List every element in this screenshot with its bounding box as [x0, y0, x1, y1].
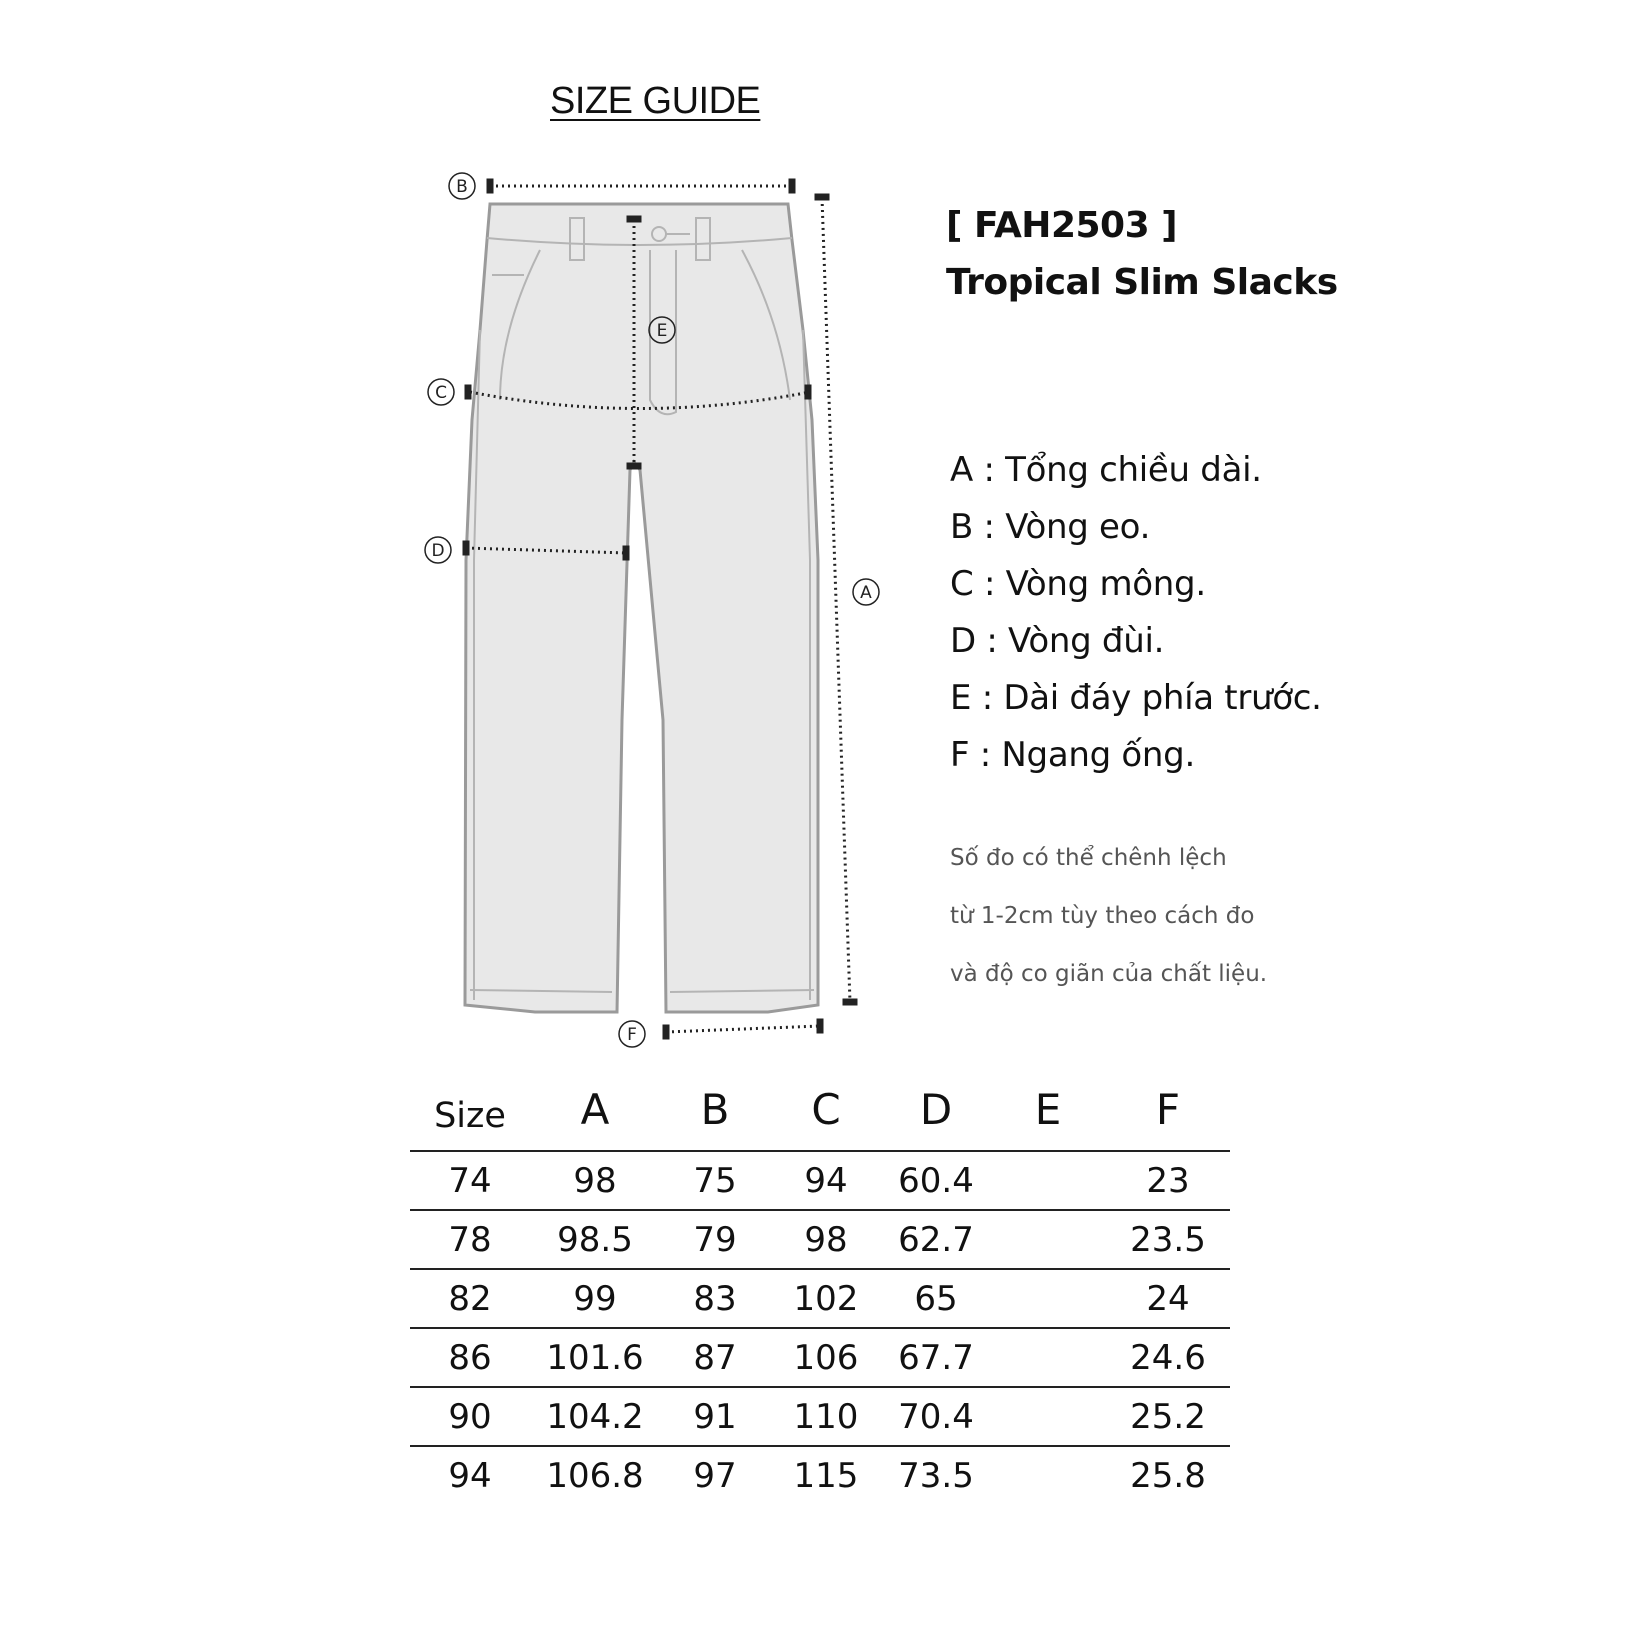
- marker-f-label: F: [627, 1025, 637, 1045]
- marker-e-label: E: [656, 321, 668, 341]
- measure-b: [488, 180, 794, 192]
- table-row: [410, 1387, 1230, 1446]
- cell-size: 90: [410, 1387, 530, 1446]
- cell-c: 106: [770, 1328, 882, 1387]
- table-header-row: [410, 1068, 1230, 1151]
- cell-size: 94: [410, 1446, 530, 1504]
- cell-d: 60.4: [882, 1151, 990, 1210]
- cell-e: [990, 1210, 1106, 1269]
- cell-a: 99: [530, 1269, 660, 1328]
- cell-d: 67.7: [882, 1328, 990, 1387]
- product-name: Tropical Slim Slacks: [946, 262, 1338, 303]
- note-line: từ 1-2cm tùy theo cách đo: [950, 903, 1255, 929]
- column-header-b: B: [700, 1084, 730, 1134]
- measure-f: [664, 1020, 822, 1038]
- page-title: SIZE GUIDE: [550, 80, 761, 122]
- cell-f: 24.6: [1106, 1328, 1230, 1387]
- table-row: [410, 1210, 1230, 1269]
- column-header-f: F: [1155, 1084, 1181, 1134]
- table-row: [410, 1151, 1230, 1210]
- legend-item-f: F : Ngang ống.: [950, 735, 1195, 775]
- legend-item-d: D : Vòng đùi.: [950, 621, 1165, 661]
- column-header-a: A: [580, 1084, 610, 1134]
- cell-b: 83: [660, 1269, 770, 1328]
- column-header-e: E: [1034, 1084, 1062, 1134]
- cell-c: 94: [770, 1151, 882, 1210]
- cell-a: 98.5: [530, 1210, 660, 1269]
- size-table: [410, 1068, 1230, 1504]
- cell-size: 74: [410, 1151, 530, 1210]
- marker-c-label: C: [435, 383, 447, 403]
- cell-e: [990, 1387, 1106, 1446]
- cell-c: 98: [770, 1210, 882, 1269]
- cell-b: 79: [660, 1210, 770, 1269]
- measurement-note: [950, 842, 1267, 1016]
- legend-item-c: C : Vòng mông.: [950, 564, 1206, 604]
- cell-c: 110: [770, 1387, 882, 1446]
- column-header-d: D: [919, 1084, 953, 1134]
- product-code: [ FAH2503 ]: [946, 205, 1178, 246]
- cell-d: 73.5: [882, 1446, 990, 1504]
- measurement-legend: [950, 446, 1322, 788]
- cell-f: 25.8: [1106, 1446, 1230, 1504]
- pants-illustration: [465, 204, 818, 1012]
- marker-b-label: B: [456, 177, 468, 197]
- note-line: và độ co giãn của chất liệu.: [950, 961, 1268, 987]
- cell-d: 70.4: [882, 1387, 990, 1446]
- cell-c: 102: [770, 1269, 882, 1328]
- cell-b: 87: [660, 1328, 770, 1387]
- cell-e: [990, 1328, 1106, 1387]
- table-row: [410, 1269, 1230, 1328]
- cell-a: 101.6: [530, 1328, 660, 1387]
- cell-f: 25.2: [1106, 1387, 1230, 1446]
- marker-a-label: A: [860, 583, 872, 603]
- cell-a: 104.2: [530, 1387, 660, 1446]
- cell-f: 23.5: [1106, 1210, 1230, 1269]
- cell-e: [990, 1269, 1106, 1328]
- cell-size: 78: [410, 1210, 530, 1269]
- table-row: [410, 1446, 1230, 1504]
- measure-a: [816, 195, 856, 1004]
- marker-d-label: D: [431, 541, 445, 561]
- cell-d: 65: [882, 1269, 990, 1328]
- cell-d: 62.7: [882, 1210, 990, 1269]
- cell-b: 91: [660, 1387, 770, 1446]
- cell-b: 97: [660, 1446, 770, 1504]
- table-row: [410, 1328, 1230, 1387]
- note-line: Số đo có thể chênh lệch: [950, 845, 1227, 871]
- cell-f: 23: [1106, 1151, 1230, 1210]
- legend-item-e: E : Dài đáy phía trước.: [950, 678, 1322, 718]
- legend-item-b: B : Vòng eo.: [950, 507, 1151, 547]
- cell-a: 106.8: [530, 1446, 660, 1504]
- column-header-size: Size: [434, 1096, 506, 1136]
- legend-item-a: A : Tổng chiều dài.: [950, 450, 1262, 490]
- cell-size: 82: [410, 1269, 530, 1328]
- cell-c: 115: [770, 1446, 882, 1504]
- cell-e: [990, 1151, 1106, 1210]
- cell-b: 75: [660, 1151, 770, 1210]
- cell-e: [990, 1446, 1106, 1504]
- cell-a: 98: [530, 1151, 660, 1210]
- column-header-c: C: [811, 1084, 841, 1134]
- cell-size: 86: [410, 1328, 530, 1387]
- cell-f: 24: [1106, 1269, 1230, 1328]
